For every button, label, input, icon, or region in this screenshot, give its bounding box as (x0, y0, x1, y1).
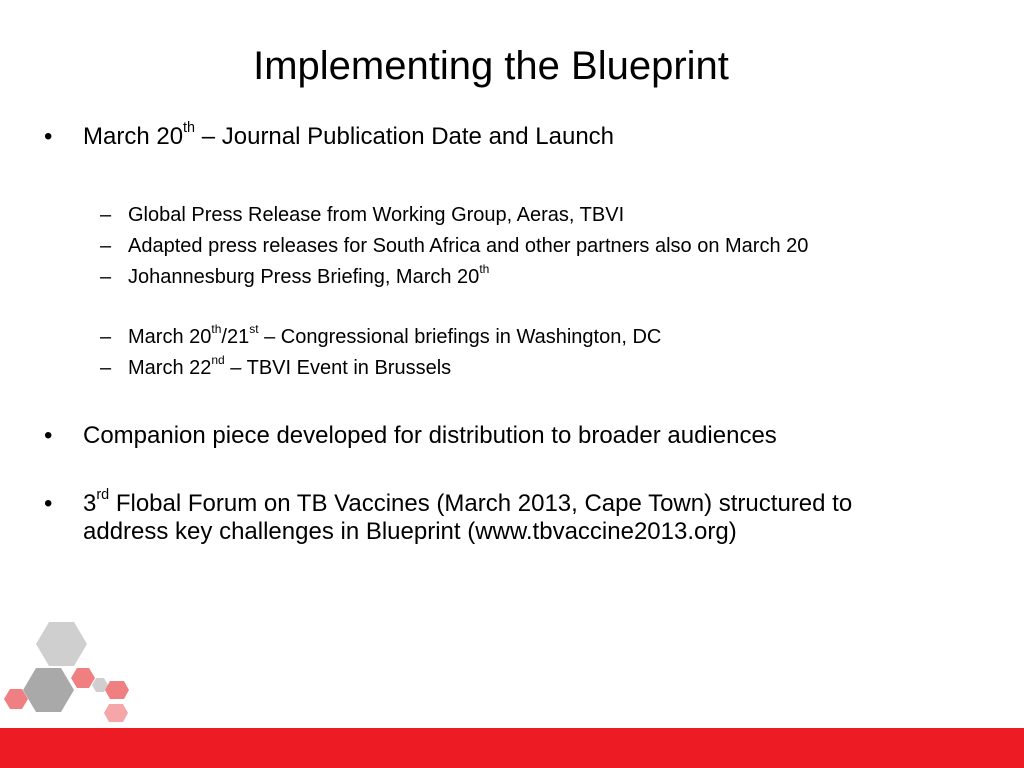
bullet-text: March 20th – Journal Publication Date and Launch (83, 120, 615, 150)
dash-marker: – (100, 204, 112, 226)
subbullet-text: March 20th/21st – Congressional briefings in Washington, DC (128, 321, 662, 348)
subbullet-text: Johannesburg Press Briefing, March 20th (128, 261, 490, 288)
footer-bar (0, 728, 1024, 768)
bullet-text: 3rd Flobal Forum on TB Vaccines (March 2013, Cape Town) structured to (83, 487, 853, 517)
bullet-marker: • (44, 123, 53, 150)
dash-marker: – (100, 357, 112, 379)
bullet-marker: • (44, 422, 53, 449)
bullet-text: Companion piece developed for distribution to broader audiences (83, 422, 777, 449)
subbullet-text: March 22nd – TBVI Event in Brussels (128, 352, 452, 379)
hexagon-cluster-icon (0, 615, 140, 730)
slide-title: Implementing the Blueprint (253, 44, 729, 88)
hexagon-shape (105, 681, 129, 699)
hexagon-shape (71, 668, 95, 688)
hexagon-shape (23, 668, 74, 712)
hexagon-shape (36, 622, 87, 666)
dash-marker: – (100, 266, 112, 288)
subbullet-text: Adapted press releases for South Africa and other partners also on March 20 (128, 235, 809, 257)
bullet-marker: • (44, 490, 53, 517)
dash-marker: – (100, 235, 112, 257)
subbullet-text: Global Press Release from Working Group, Aeras, TBVI (128, 204, 625, 226)
hexagon-shape (104, 704, 128, 722)
dash-marker: – (100, 326, 112, 348)
bullet-text-continued: address key challenges in Blueprint (www.tbvaccine2013.org) (83, 518, 737, 545)
